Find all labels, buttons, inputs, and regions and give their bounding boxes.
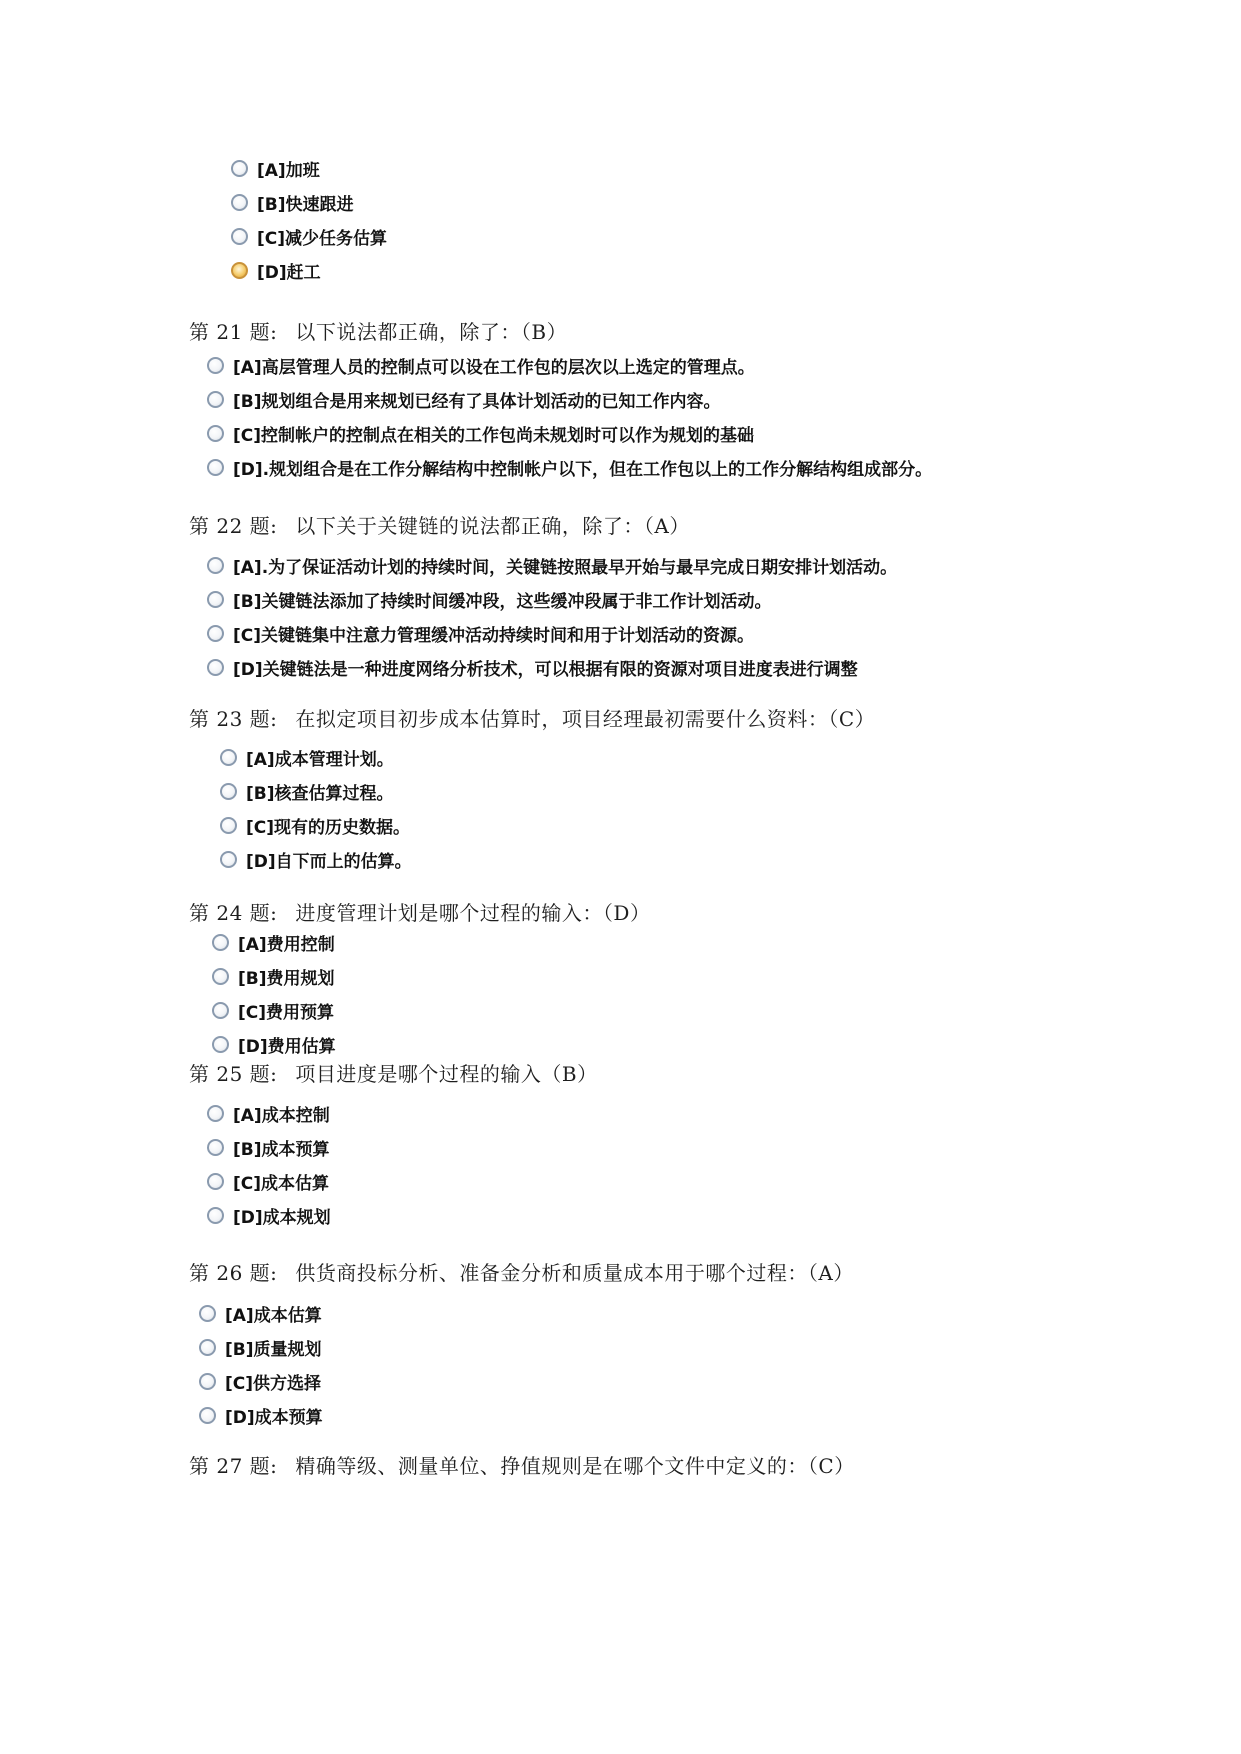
- radio-icon[interactable]: [220, 817, 237, 834]
- question-24-options: [212, 925, 336, 1061]
- radio-icon[interactable]: [199, 1407, 216, 1424]
- radio-icon[interactable]: [207, 357, 224, 374]
- option-24-b[interactable]: [212, 959, 336, 993]
- radio-icon[interactable]: [207, 1139, 224, 1156]
- option-label: [C]供方选择: [225, 1373, 322, 1394]
- radio-icon[interactable]: [212, 1036, 229, 1053]
- radio-icon[interactable]: [220, 851, 237, 868]
- question-text: 在拟定项目初步成本估算时，项目经理最初需要什么资料：（C）: [295, 707, 876, 731]
- option-label: [C]成本估算: [233, 1173, 330, 1194]
- option-25-b[interactable]: [207, 1130, 331, 1164]
- option-top-1[interactable]: [231, 185, 387, 219]
- question-text: 精确等级、测量单位、挣值规则是在哪个文件中定义的：（C）: [295, 1454, 855, 1478]
- option-label: [B]质量规划: [225, 1339, 322, 1360]
- radio-icon[interactable]: [207, 659, 224, 676]
- question-22-options: [207, 548, 897, 684]
- question-number: 第 26 题:: [189, 1261, 278, 1285]
- option-label: [A]高层管理人员的控制点可以设在工作包的层次以上选定的管理点。: [233, 357, 755, 378]
- question-23-options: [220, 740, 412, 876]
- option-label: [B]成本预算: [233, 1139, 330, 1160]
- option-label: [C]控制帐户的控制点在相关的工作包尚未规划时可以作为规划的基础: [233, 425, 755, 446]
- question-27: [189, 1450, 855, 1479]
- question-text: 以下说法都正确，除了：（B）: [295, 320, 568, 344]
- question-text: 进度管理计划是哪个过程的输入：（D）: [295, 901, 651, 925]
- option-label: [B]快速跟进: [257, 194, 354, 215]
- radio-icon[interactable]: [231, 194, 248, 211]
- radio-icon[interactable]: [199, 1305, 216, 1322]
- option-24-a[interactable]: [212, 925, 336, 959]
- option-label: [C]关键链集中注意力管理缓冲活动持续时间和用于计划活动的资源。: [233, 625, 755, 646]
- radio-icon[interactable]: [212, 934, 229, 951]
- question-24: [189, 897, 650, 926]
- radio-icon[interactable]: [220, 783, 237, 800]
- option-26-c[interactable]: [199, 1364, 323, 1398]
- option-label: [B]费用规划: [238, 968, 335, 989]
- option-26-d[interactable]: [199, 1398, 323, 1432]
- question-number: 第 22 题:: [189, 514, 278, 538]
- option-label: [C]减少任务估算: [257, 228, 388, 249]
- option-label: [A]费用控制: [238, 934, 335, 955]
- question-number: 第 23 题:: [189, 707, 278, 731]
- question-number: 第 25 题:: [189, 1062, 278, 1086]
- option-22-b[interactable]: [207, 582, 897, 616]
- radio-selected-icon[interactable]: [231, 262, 248, 279]
- option-25-a[interactable]: [207, 1096, 331, 1130]
- radio-icon[interactable]: [207, 391, 224, 408]
- question-number: 第 24 题:: [189, 901, 278, 925]
- question-text: 供货商投标分析、准备金分析和质量成本用于哪个过程：（A）: [295, 1261, 854, 1285]
- radio-icon[interactable]: [212, 968, 229, 985]
- option-label: [B]规划组合是用来规划已经有了具体计划活动的已知工作内容。: [233, 391, 721, 412]
- question-number: 第 21 题:: [189, 320, 278, 344]
- radio-icon[interactable]: [207, 625, 224, 642]
- option-label: [A]成本控制: [233, 1105, 330, 1126]
- radio-icon[interactable]: [207, 459, 224, 476]
- option-label: [D].规划组合是在工作分解结构中控制帐户以下，但在工作包以上的工作分解结构组成部分。: [233, 459, 933, 480]
- radio-icon[interactable]: [207, 557, 224, 574]
- radio-icon[interactable]: [207, 591, 224, 608]
- option-21-d[interactable]: [207, 450, 932, 484]
- question-25: [189, 1058, 598, 1087]
- radio-icon[interactable]: [199, 1373, 216, 1390]
- option-label: [D]成本规划: [233, 1207, 331, 1228]
- option-label: [C]现有的历史数据。: [246, 817, 411, 838]
- question-text: 以下关于关键链的说法都正确，除了：（A）: [295, 514, 690, 538]
- option-23-b[interactable]: [220, 774, 412, 808]
- option-21-c[interactable]: [207, 416, 932, 450]
- option-22-d[interactable]: [207, 650, 897, 684]
- top-options-group: [231, 151, 387, 287]
- option-23-a[interactable]: [220, 740, 412, 774]
- option-23-d[interactable]: [220, 842, 412, 876]
- question-21-options: [207, 348, 932, 484]
- option-label: [A]加班: [257, 160, 320, 181]
- option-22-a[interactable]: [207, 548, 897, 582]
- radio-icon[interactable]: [207, 1105, 224, 1122]
- radio-icon[interactable]: [231, 160, 248, 177]
- radio-icon[interactable]: [199, 1339, 216, 1356]
- option-24-d[interactable]: [212, 1027, 336, 1061]
- option-22-c[interactable]: [207, 616, 897, 650]
- question-25-options: [207, 1096, 331, 1232]
- option-26-a[interactable]: [199, 1296, 323, 1330]
- option-23-c[interactable]: [220, 808, 412, 842]
- option-25-d[interactable]: [207, 1198, 331, 1232]
- option-top-2[interactable]: [231, 219, 387, 253]
- option-label: [D]赶工: [257, 262, 321, 283]
- option-label: [A].为了保证活动计划的持续时间，关键链按照最早开始与最早完成日期安排计划活动。: [233, 557, 898, 578]
- option-top-3[interactable]: [231, 253, 387, 287]
- option-label: [B]关键链法添加了持续时间缓冲段，这些缓冲段属于非工作计划活动。: [233, 591, 772, 612]
- question-number: 第 27 题:: [189, 1454, 278, 1478]
- question-text: 项目进度是哪个过程的输入（B）: [295, 1062, 598, 1086]
- radio-icon[interactable]: [207, 425, 224, 442]
- radio-icon[interactable]: [207, 1207, 224, 1224]
- question-26-options: [199, 1296, 323, 1432]
- option-label: [D]关键链法是一种进度网络分析技术，可以根据有限的资源对项目进度表进行调整: [233, 659, 858, 680]
- option-25-c[interactable]: [207, 1164, 331, 1198]
- question-26: [189, 1257, 854, 1286]
- option-21-b[interactable]: [207, 382, 932, 416]
- radio-icon[interactable]: [212, 1002, 229, 1019]
- option-26-b[interactable]: [199, 1330, 323, 1364]
- option-24-c[interactable]: [212, 993, 336, 1027]
- option-label: [C]费用预算: [238, 1002, 335, 1023]
- radio-icon[interactable]: [220, 749, 237, 766]
- question-21: [189, 316, 567, 345]
- option-label: [A]成本管理计划。: [246, 749, 394, 770]
- question-23: [189, 703, 875, 732]
- option-label: [A]成本估算: [225, 1305, 322, 1326]
- option-21-a[interactable]: [207, 348, 932, 382]
- option-top-0[interactable]: [231, 151, 387, 185]
- option-label: [D]费用估算: [238, 1036, 336, 1057]
- option-label: [B]核查估算过程。: [246, 783, 394, 804]
- radio-icon[interactable]: [207, 1173, 224, 1190]
- radio-icon[interactable]: [231, 228, 248, 245]
- option-label: [D]自下而上的估算。: [246, 851, 412, 872]
- question-22: [189, 510, 690, 539]
- option-label: [D]成本预算: [225, 1407, 323, 1428]
